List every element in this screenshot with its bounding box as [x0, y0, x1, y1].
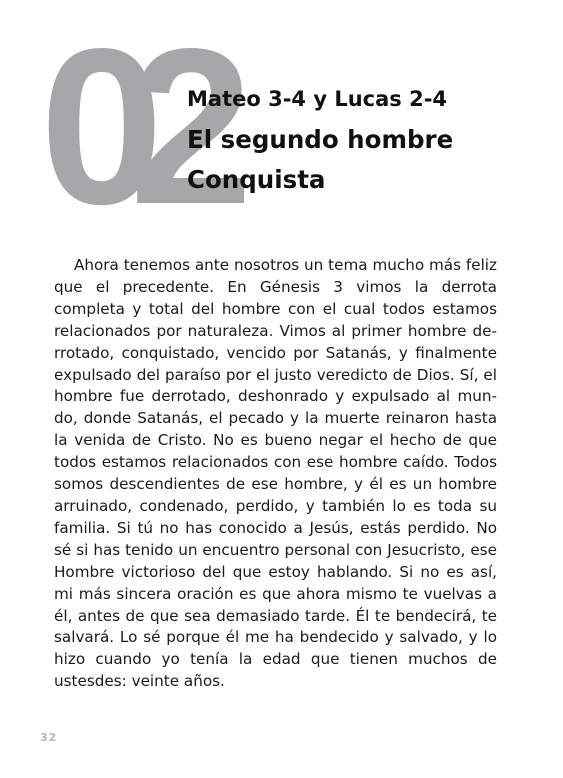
chapter-title-line2: Conquista — [187, 165, 326, 194]
scripture-reference: Mateo 3-4 y Lucas 2-4 — [187, 87, 448, 111]
chapter-number: 02 — [40, 3, 219, 251]
chapter-title-line1: El segundo hombre — [187, 125, 454, 154]
body-paragraph: Ahora tenemos ante nosotros un tema mucho más feliz que el precedente. En Génesis 3 vimos la derrota completa y total del hombre con el cual todos estamos relacionados por naturaleza. Vimos al primer hombre derrotado, conquistado, vencido por Satanás, y finalmente expulsado del paraíso por el justo veredicto de Dios. Sí, el hombre fue derrotado, deshonrado y expulsado al mundo, donde Satanás, el pecado y la muerte reinaron hasta la venida de Cristo. No es bueno negar el hecho de que todos estamos relacionados con ese hombre caído. Todos somos descendientes de ese hombre, y él es un hombre arruinado, condenado, perdido, y también lo es toda su familia. Si tú no has conocido a Jesús, estás perdido. No sé si has tenido un encuentro personal con Jesucristo, ese Hombre victorioso del que estoy hablando. Si no es así, mi más sincera oración es que ahora mismo te vuelvas a él, antes de que sea demasiado tarde. Él te bendecirá, te salvará. Lo sé porque él me ha bendecido y salvado, y lo hizo cuando yo tenía la edad que tienen muchos de ustesdes: veinte años. — [54, 256, 497, 691]
chapter-header — [187, 86, 547, 200]
chapter-title — [187, 120, 547, 200]
page-number: 32 — [40, 731, 58, 744]
